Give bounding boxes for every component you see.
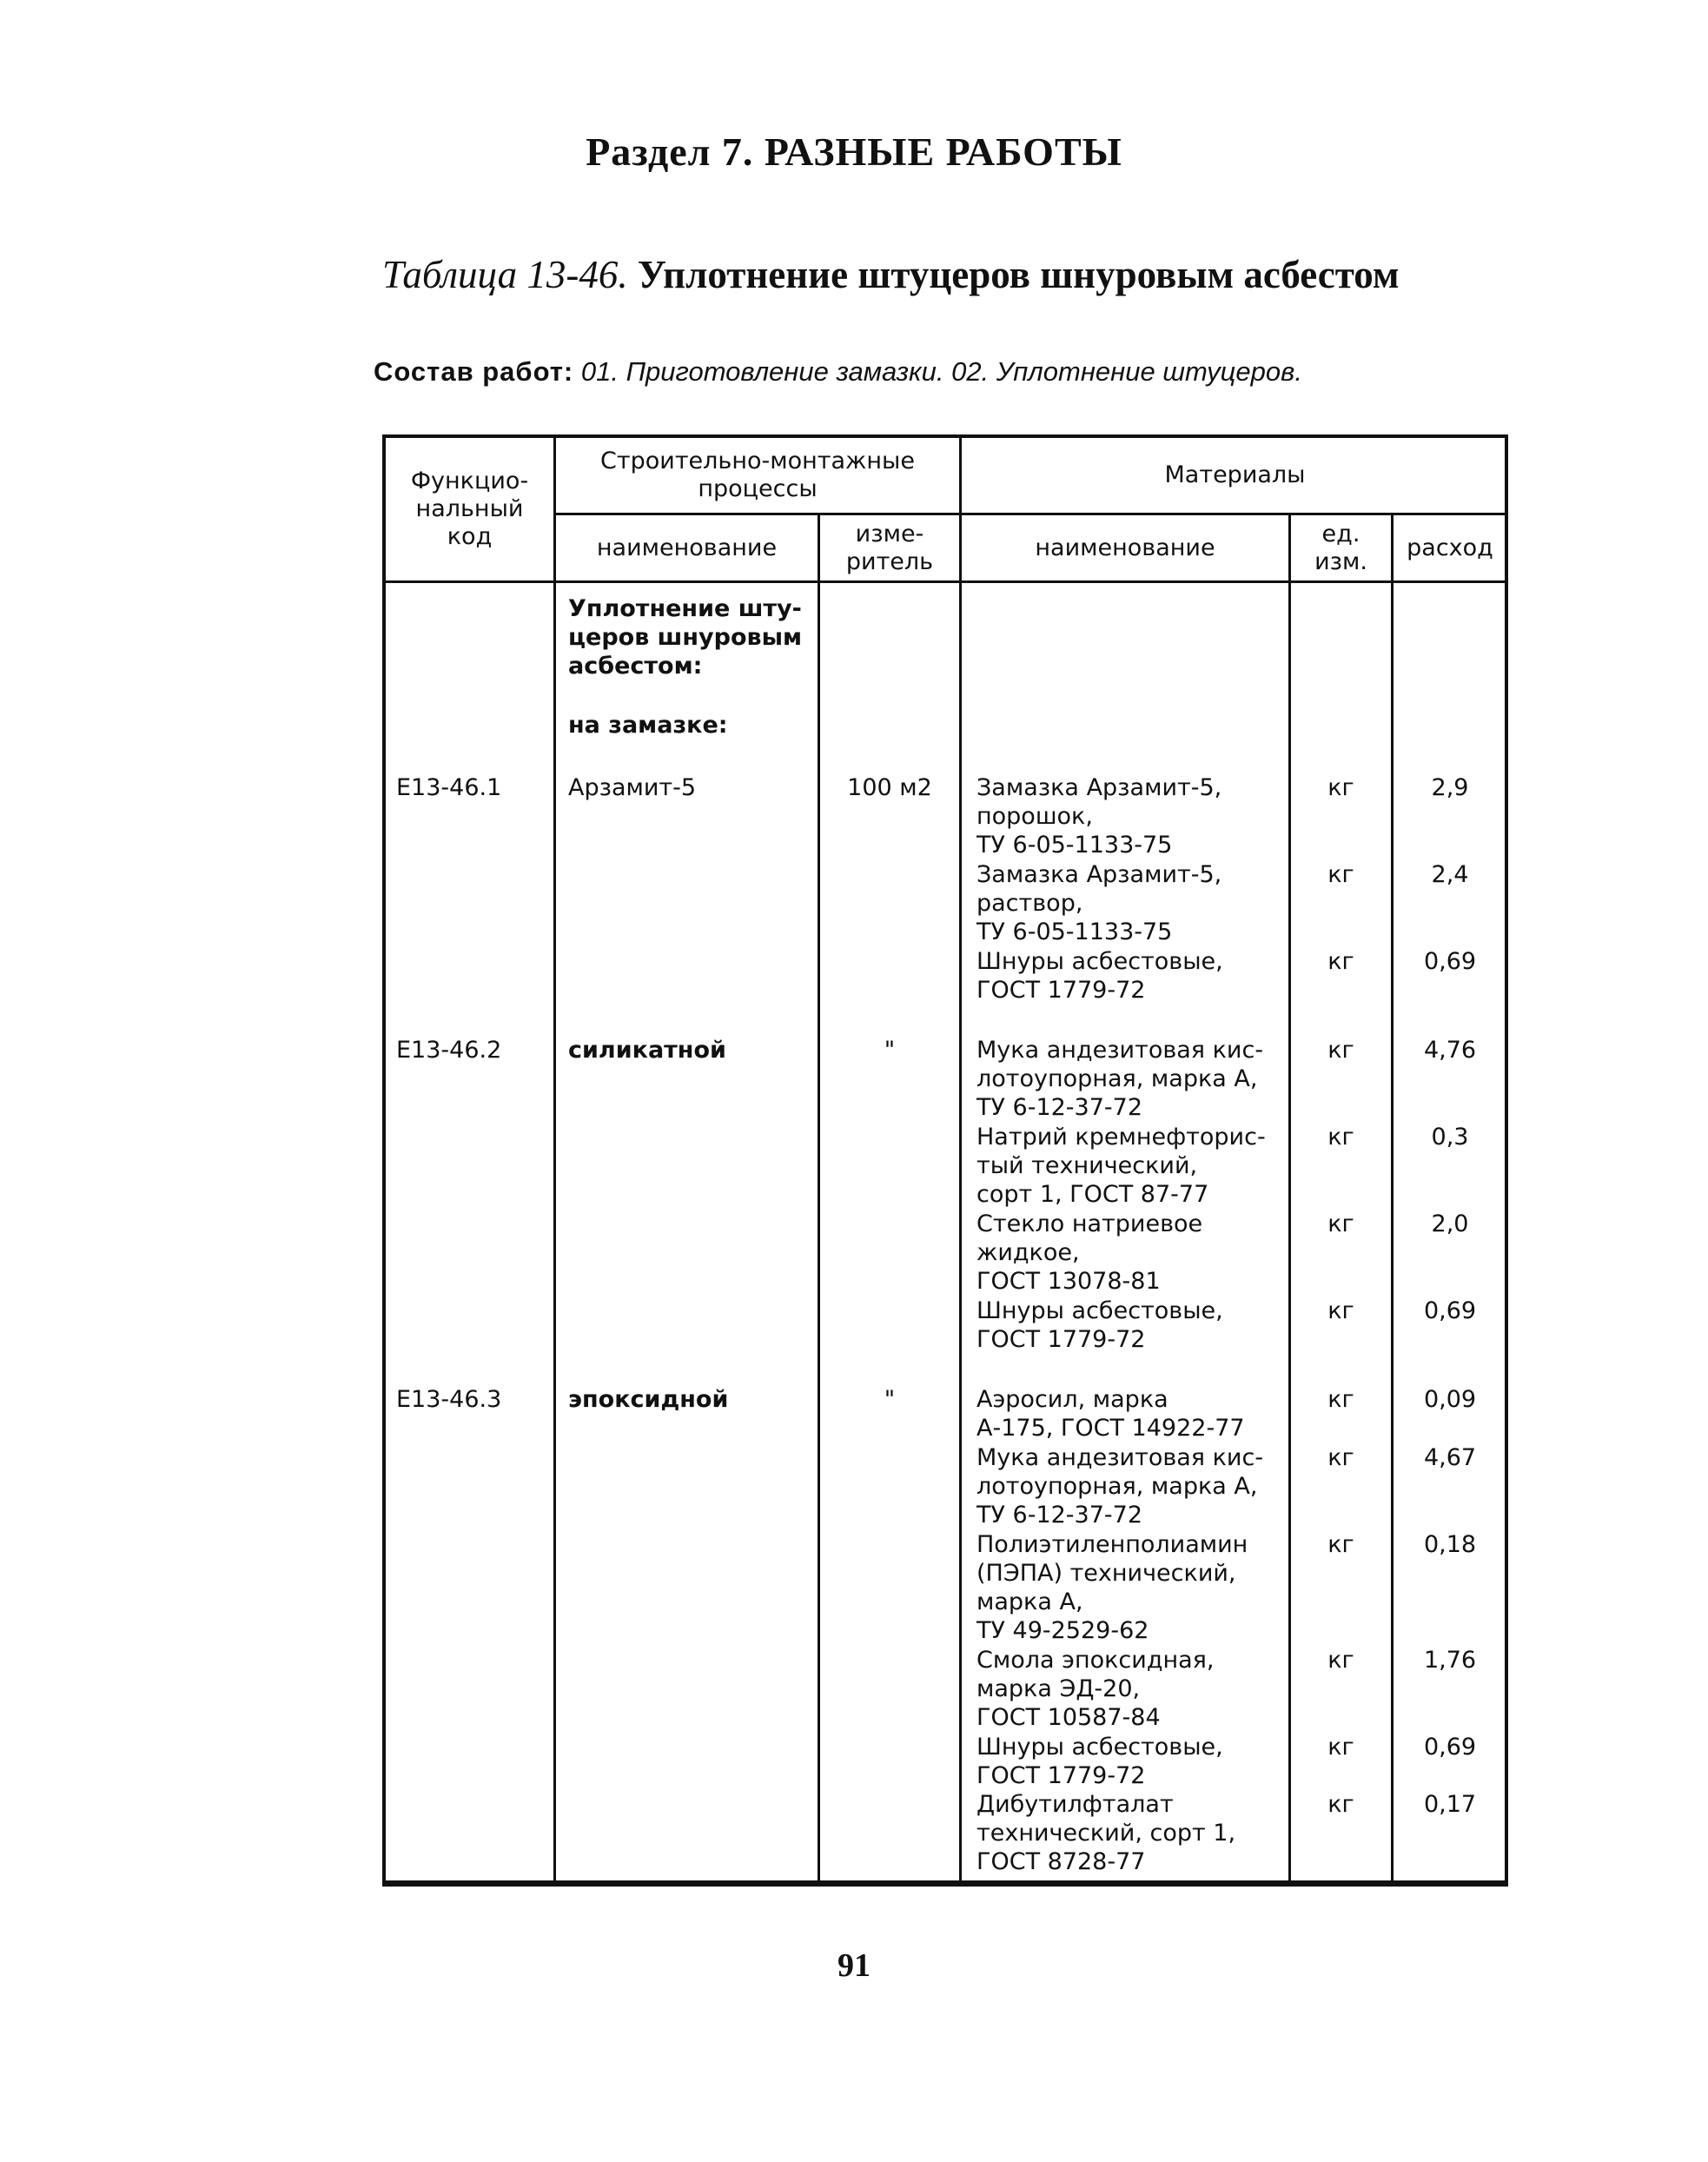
table-title-text: Уплотнение штуцеров шнуровым асбестом [637,253,1400,296]
material-unit: кг [1327,1444,1354,1471]
header-consumption: расход [1407,534,1493,561]
material-unit: кг [1327,1531,1354,1558]
section-title: Раздел 7. РАЗНЫЕ РАБОТЫ [586,129,1122,174]
material-amount: 4,76 [1423,1037,1477,1064]
material-name: Мука андезитовая кис- лотоупорная, марка А, ТУ 6-12-37-72 [976,1444,1264,1529]
process-name: силикатной [568,1037,726,1064]
material-unit: кг [1327,1124,1354,1151]
material-name: Шнуры асбестовые, ГОСТ 1779-72 [976,948,1223,1004]
material-unit: кг [1327,948,1354,975]
material-amount: 0,17 [1423,1791,1477,1818]
material-unit: кг [1327,861,1354,888]
col-divider [818,513,820,1880]
func-code: Е13-46.3 [396,1386,502,1413]
material-amount: 0,3 [1431,1124,1469,1151]
material-amount: 0,69 [1423,948,1477,975]
material-name: Шнуры асбестовые, ГОСТ 1779-72 [976,1297,1223,1353]
material-amount: 4,67 [1423,1444,1477,1471]
material-amount: 0,09 [1423,1386,1477,1413]
col-divider [1391,513,1394,1880]
material-amount: 2,4 [1431,861,1469,888]
material-name: Замазка Арзамит-5, раствор, ТУ 6-05-1133-75 [976,861,1222,945]
process-name: эпоксидной [568,1386,729,1413]
header-bottom [386,580,1505,583]
material-unit: кг [1327,1297,1354,1324]
material-unit: кг [1327,1037,1354,1064]
header-func-code: Функцио- нальный код [410,468,529,550]
header-processes: Строительно-монтажные процессы [600,448,915,502]
material-name: Полиэтиленполиамин (ПЭПА) технический, марка А, ТУ 49-2529-62 [976,1531,1248,1644]
intro-title: Уплотнение шту- церов шнуровым асбестом: [568,595,803,680]
material-amount: 2,9 [1431,774,1469,801]
material-name: Замазка Арзамит-5, порошок, ТУ 6-05-1133-75 [976,774,1222,859]
material-amount: 0,18 [1423,1531,1477,1558]
header-process-name: наименование [596,534,778,561]
page-number: 91 [837,1947,871,1984]
material-unit: кг [1327,1734,1354,1761]
material-amount: 1,76 [1423,1647,1477,1674]
material-name: Мука андезитовая кис- лотоупорная, марка А, ТУ 6-12-37-72 [976,1037,1264,1121]
material-amount: 0,69 [1423,1297,1477,1324]
process-measure: 100 м2 [847,774,932,801]
material-name: Смола эпоксидная, марка ЭД-20, ГОСТ 10587-84 [976,1647,1215,1731]
material-unit: кг [1327,1386,1354,1413]
func-code: Е13-46.2 [396,1037,502,1064]
material-unit: кг [1327,1210,1354,1237]
work-composition [374,356,1302,388]
table-number: Таблица 13-46. [382,253,628,296]
material-name: Натрий кремнефторис- тый технический, сорт 1, ГОСТ 87-77 [976,1124,1266,1208]
intro-subtitle: на замазке: [568,712,728,739]
material-amount: 0,69 [1423,1734,1477,1761]
material-unit: кг [1327,1791,1354,1818]
composition-text: 01. Приготовление замазки. 02. Уплотнение штуцеров. [580,356,1302,387]
col-divider [959,438,962,1880]
col-divider [1288,513,1291,1880]
func-code: Е13-46.1 [396,774,502,801]
material-unit: кг [1327,1647,1354,1674]
material-name: Шнуры асбестовые, ГОСТ 1779-72 [976,1734,1223,1789]
process-measure: " [884,1037,896,1064]
col-divider [553,438,556,1880]
material-amount: 2,0 [1431,1210,1469,1237]
norms-table [382,434,1508,1887]
header-materials: Материалы [1164,461,1306,488]
composition-label: Состав работ: [374,356,574,387]
table-title [382,252,1400,297]
header-unit: ед. изм. [1314,520,1367,575]
header-material-name: наименование [1035,534,1215,561]
material-name: Стекло натриевое жидкое, ГОСТ 13078-81 [976,1210,1203,1295]
process-measure: " [884,1386,896,1413]
material-name: Дибутилфталат технический, сорт 1, ГОСТ 8728-77 [976,1791,1236,1875]
material-unit: кг [1327,774,1354,801]
header-measure: изме- ритель [845,520,934,575]
process-name: Арзамит-5 [568,774,697,801]
material-name: Аэросил, марка А-175, ГОСТ 14922-77 [976,1386,1245,1442]
